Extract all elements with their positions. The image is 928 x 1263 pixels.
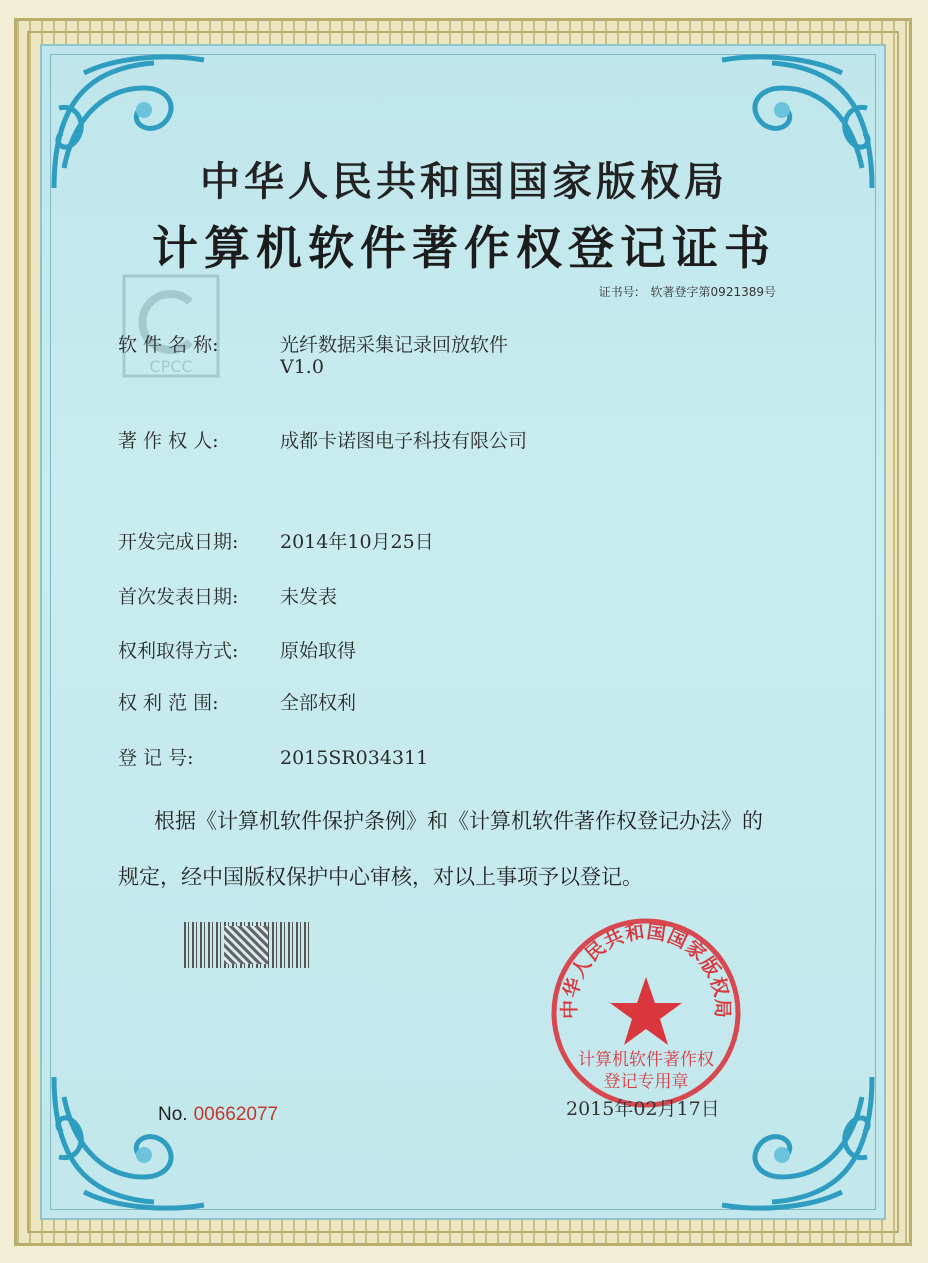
official-seal-stamp <box>548 915 744 1111</box>
software-version: V1.0 <box>280 356 324 378</box>
publish-date-label: 首次发表日期: <box>118 586 239 608</box>
software-name-value: 光纤数据采集记录回放软件 <box>280 334 509 356</box>
issue-date: 2015年02月17日 <box>566 1098 720 1120</box>
copyright-owner-row <box>118 426 527 453</box>
dev-date-label: 开发完成日期: <box>118 531 239 553</box>
copyright-owner-label: 著 作 权 人: <box>118 430 219 452</box>
certificate-number <box>599 283 776 300</box>
rights-scope-row <box>118 688 356 715</box>
acquisition-row <box>118 636 356 663</box>
registration-number-row <box>118 743 428 770</box>
copyright-owner-value: 成都卡诺图电子科技有限公司 <box>280 430 528 452</box>
certificate-number-value: 软著登字第0921389号 <box>650 285 776 299</box>
software-name-label: 软 件 名 称: <box>118 334 219 356</box>
svg-text:登记专用章: 登记专用章 <box>603 1072 689 1092</box>
barcode-icon <box>184 922 312 968</box>
svg-text:计算机软件著作权: 计算机软件著作权 <box>578 1050 714 1070</box>
certification-statement <box>118 793 838 905</box>
statement-line-1: 根据《计算机软件保护条例》和《计算机软件著作权登记办法》的 <box>154 809 763 833</box>
registration-number-label: 登 记 号: <box>118 747 194 769</box>
serial-number-label: No. <box>158 1104 188 1125</box>
dev-date-row <box>118 527 434 554</box>
rights-scope-label: 权 利 范 围: <box>118 692 219 714</box>
publish-date-row <box>118 582 337 609</box>
serial-number <box>158 1104 278 1126</box>
svg-text:CPCC: CPCC <box>149 357 193 376</box>
acquisition-label: 权利取得方式: <box>118 640 239 662</box>
corner-ornament-icon <box>44 1067 214 1217</box>
statement-line-2: 规定，经中国版权保护中心审核，对以上事项予以登记。 <box>118 865 643 889</box>
page-title: 计算机软件著作权登记证书 <box>152 221 776 275</box>
svg-text:中华人民共和国国家版权局: 中华人民共和国国家版权局 <box>558 920 734 1019</box>
serial-number-value: 00662077 <box>193 1104 279 1125</box>
acquisition-value: 原始取得 <box>280 640 357 662</box>
rights-scope-value: 全部权利 <box>280 692 357 714</box>
dev-date-value: 2014年10月25日 <box>280 531 434 553</box>
software-name-row <box>118 330 508 357</box>
certificate-number-label: 证书号: <box>598 285 639 299</box>
registration-number-value: 2015SR034311 <box>280 747 429 769</box>
issuing-organization: 中华人民共和国国家版权局 <box>200 158 728 205</box>
cpcc-logo-icon <box>120 272 222 382</box>
publish-date-value: 未发表 <box>280 586 338 608</box>
